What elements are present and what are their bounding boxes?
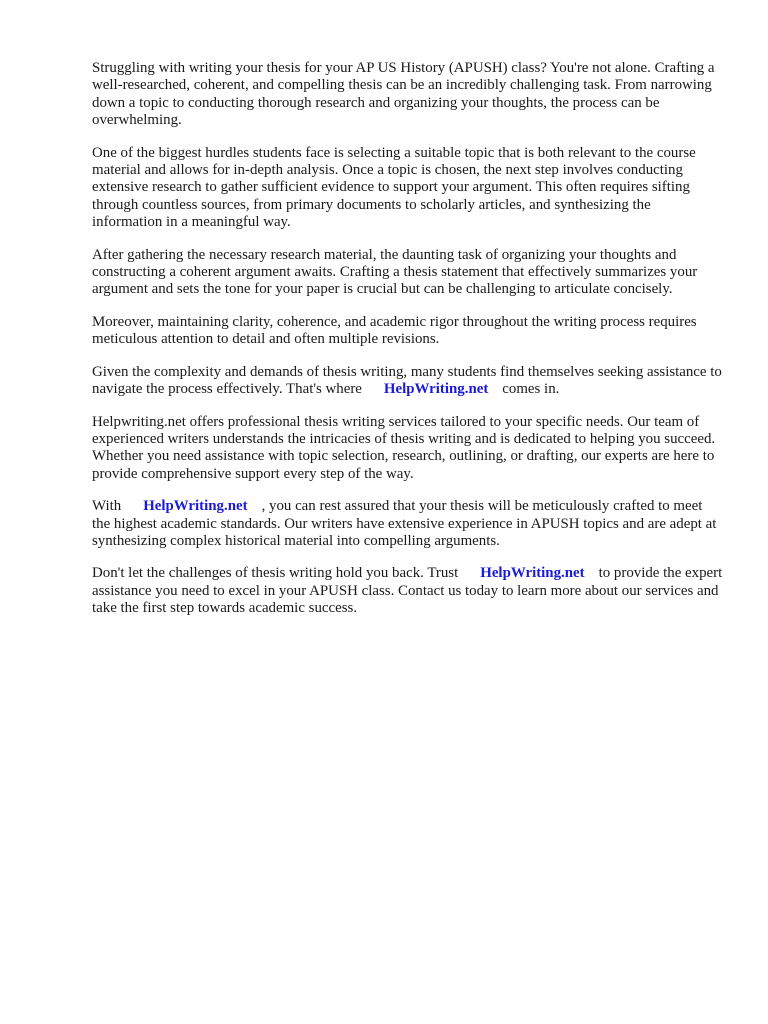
paragraph-services: Helpwriting.net offers professional thesis writing services tailored to your specific needs. Our team of experienced writers understands the intricacies of thesis writing and is dedicated to helping you succeed. Whether you need assistance with topic selection, research, outlining, or drafting, our experts are here to provide comprehensive support every step of the way.	[92, 413, 716, 482]
paragraph-trust-text-before: Don't let the challenges of thesis writing hold you back. Trust	[92, 565, 459, 582]
helpwriting-link-2[interactable]: HelpWriting.net	[143, 498, 248, 515]
paragraph-intro: Struggling with writing your thesis for your AP US History (APUSH) class? You're not alone. Crafting a well-researched, coherent, and compelling thesis can be an incredibly challenging task. From narrowing down a topic to conducting thorough research and organizing your thoughts, the process can be overwhelming.	[92, 60, 715, 129]
paragraph-assistance	[92, 364, 724, 399]
paragraph-topic-selection: One of the biggest hurdles students face is selecting a suitable topic that is both relevant to the course material and allows for in-depth analysis. Once a topic is chosen, the next step involves conducting extensive research to gather sufficient evidence to support your argument. This often requires sifting through countless sources, from primary documents to scholarly articles, and synthesizing the information in a meaningful way.	[92, 144, 696, 231]
paragraph-trust	[92, 565, 724, 617]
paragraph-organizing: After gathering the necessary research material, the daunting task of organizing your thoughts and constructing a coherent argument awaits. Crafting a thesis statement that effectively summarizes your argument and sets the tone for your paper is crucial but can be challenging to articulate concisely.	[92, 246, 698, 298]
helpwriting-link-1[interactable]: HelpWriting.net	[383, 381, 489, 398]
paragraph-assistance-text-before: Given the complexity and demands of thesis writing, many students find themselves seeking assistance to navigate the process effectively. That's where	[92, 363, 722, 398]
paragraph-clarity: Moreover, maintaining clarity, coherence, and academic rigor throughout the writing process requires meticulous attention to detail and often multiple revisions.	[92, 313, 697, 348]
paragraph-with-text-after: , you can rest assured that your thesis will be meticulously crafted to meet the highest academic standards. Our writers have extensive experience in APUSH topics and are adept at synthesizing complex historical material into compelling arguments.	[92, 498, 717, 549]
paragraph-assistance-text-after: comes in.	[502, 381, 560, 398]
paragraph-with-helpwriting	[92, 498, 724, 550]
helpwriting-link-3[interactable]: HelpWriting.net	[480, 565, 585, 582]
paragraph-trust-text-after: to provide the expert assistance you need to excel in your APUSH class. Contact us today to learn more about our services and take the first step towards academic success.	[92, 565, 723, 617]
paragraph-with-text-before: With	[92, 498, 122, 515]
document-body	[92, 60, 724, 633]
